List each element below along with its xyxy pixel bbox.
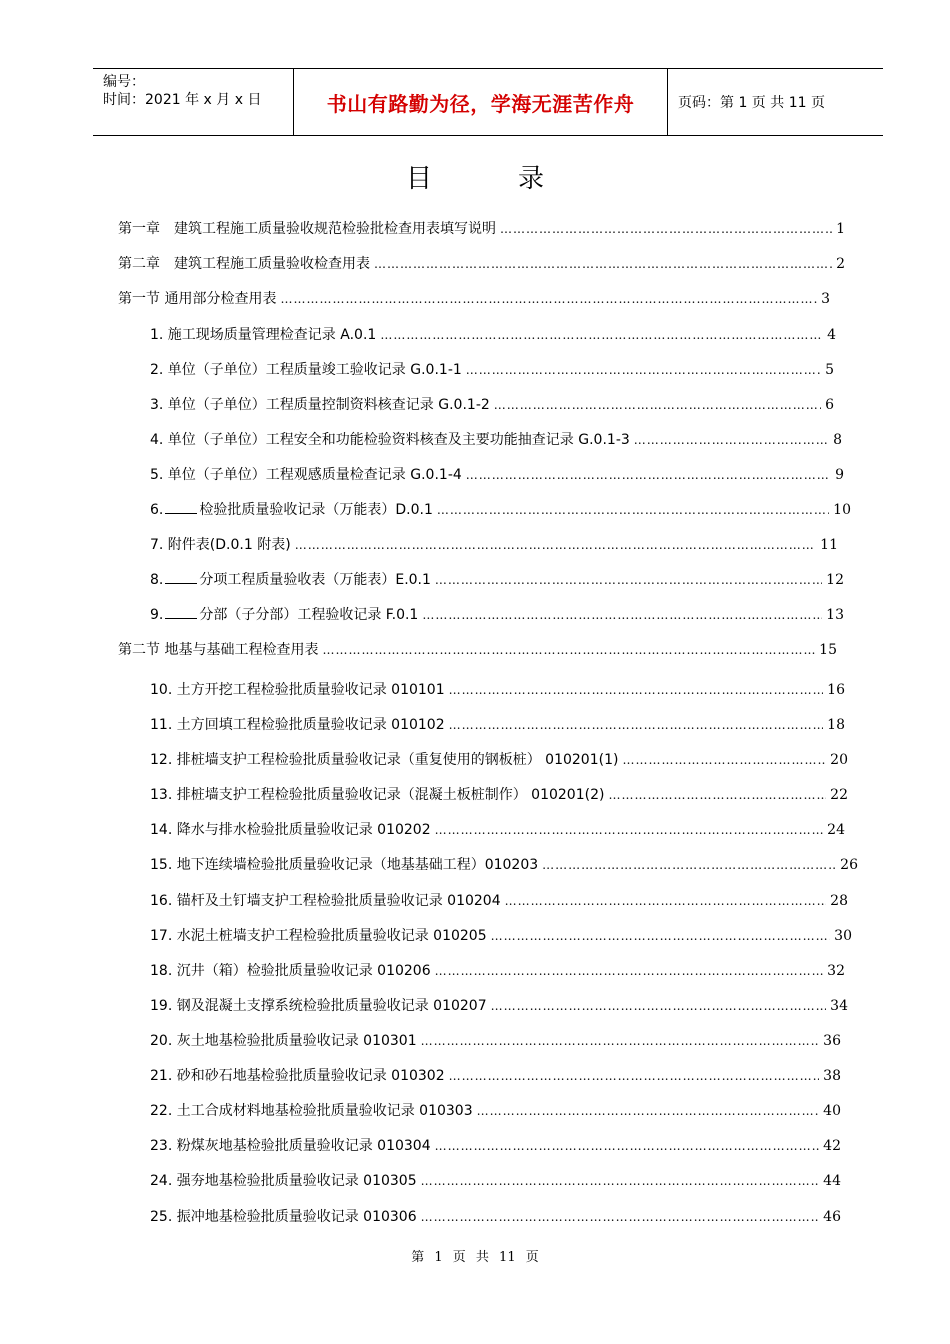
- toc-page-number: 44: [823, 1173, 841, 1189]
- toc-entry-text: 11. 土方回填工程检验批质量验收记录 010102: [150, 717, 445, 733]
- toc-page-number: 36: [823, 1033, 841, 1049]
- toc-page-number: 34: [830, 998, 848, 1014]
- toc-leader-dots: [542, 858, 836, 872]
- toc-entry-number: 8.: [150, 572, 164, 588]
- toc-leader-dots: [435, 964, 824, 978]
- serial-label: 编号：: [103, 74, 145, 90]
- toc-entry[interactable]: [150, 749, 848, 769]
- toc-leader-dots: [449, 718, 824, 732]
- toc-page-number: 26: [840, 857, 858, 873]
- toc-entry-text: 21. 砂和砂石地基检验批质量验收记录 010302: [150, 1068, 445, 1084]
- toc-entry[interactable]: [150, 925, 852, 945]
- toc-entry[interactable]: [150, 1030, 841, 1050]
- toc-page-number: 40: [823, 1103, 841, 1119]
- time-label: 时间：2021 年 x 月 x 日: [103, 92, 262, 108]
- toc-entry-label: [150, 714, 445, 734]
- toc-entry-label: [150, 1170, 417, 1190]
- toc-entry-text: 16. 锚杆及土钉墙支护工程检验批质量验收记录 010204: [150, 893, 501, 909]
- toc-entry-label: [150, 1135, 431, 1155]
- toc-entry-label: [118, 288, 276, 308]
- page-title: [0, 158, 950, 195]
- toc-leader-dots: [322, 643, 815, 657]
- toc-leader-dots: [435, 1139, 820, 1153]
- toc-entry-label: [150, 1065, 445, 1085]
- toc-leader-dots: [421, 1174, 820, 1188]
- fill-in-blank: [165, 606, 197, 619]
- toc-entry-text: 4. 单位（子单位）工程安全和功能检验资料核查及主要功能抽查记录 G.0.1-3: [150, 432, 630, 448]
- toc-entry-label: [150, 995, 487, 1015]
- toc-leader-dots: [437, 503, 829, 517]
- toc-leader-dots: [505, 894, 827, 908]
- toc-entry[interactable]: [150, 890, 848, 910]
- toc-page-number: 22: [830, 787, 848, 803]
- toc-entry-label: [150, 1100, 473, 1120]
- toc-entry-text: 第二节 地基与基础工程检查用表: [118, 642, 319, 658]
- toc-entry[interactable]: [150, 429, 842, 449]
- toc-leader-dots: [466, 363, 821, 377]
- toc-entry-label: [118, 253, 370, 273]
- toc-entry-text: 5. 单位（子单位）工程观感质量检查记录 G.0.1-4: [150, 467, 462, 483]
- toc-entry-label: [150, 1206, 417, 1226]
- toc-leader-dots: [491, 999, 827, 1013]
- title-char-1: 目: [405, 164, 432, 194]
- toc-page-number: 24: [827, 822, 845, 838]
- toc-entry-label: [118, 639, 318, 659]
- toc-entry-label: [150, 1030, 417, 1050]
- toc-entry-label: [150, 960, 431, 980]
- toc-page-number: 1: [836, 221, 845, 237]
- toc-leader-dots: [494, 398, 821, 412]
- toc-leader-dots: [608, 788, 826, 802]
- toc-entry[interactable]: [150, 1065, 841, 1085]
- toc-entry-text: 12. 排桩墙支护工程检验批质量验收记录（重复使用的钢板桩） 010201(1): [150, 752, 619, 768]
- header-table: [93, 68, 883, 136]
- header-motto-cell: [294, 69, 668, 135]
- toc-page-number: 30: [834, 928, 852, 944]
- toc-leader-dots: [280, 292, 817, 306]
- toc-page-number: 28: [830, 893, 848, 909]
- toc-leader-dots: [622, 753, 826, 767]
- toc-entry-label: [150, 394, 490, 414]
- toc-entry[interactable]: [150, 784, 848, 804]
- page-info: 页码：第 1 页 共 11 页: [678, 95, 825, 111]
- toc-entry-label: [150, 854, 538, 874]
- toc-leader-dots: [380, 328, 823, 342]
- toc-entry[interactable]: [118, 253, 845, 273]
- toc-entry[interactable]: [150, 359, 834, 379]
- toc-entry-text: 第一章 建筑工程施工质量验收规范检验批检查用表填写说明: [118, 221, 496, 237]
- toc-entry[interactable]: [150, 679, 845, 699]
- toc-entry-text: 3. 单位（子单位）工程质量控制资料核查记录 G.0.1-2: [150, 397, 490, 413]
- toc-leader-dots: [374, 257, 832, 271]
- toc-entry[interactable]: [150, 995, 848, 1015]
- page-footer: 第 1 页 共 11 页: [411, 1250, 539, 1265]
- toc-page-number: 6: [825, 397, 834, 413]
- toc-entry-label: [150, 604, 418, 624]
- toc-entry[interactable]: [118, 288, 830, 308]
- toc-entry-text: 13. 排桩墙支护工程检验批质量验收记录（混凝土板桩制作） 010201(2): [150, 787, 605, 803]
- toc-entry[interactable]: [150, 324, 836, 344]
- toc-page-number: 9: [835, 467, 844, 483]
- toc-entry-label: [150, 890, 501, 910]
- toc-leader-dots: [295, 538, 816, 552]
- toc-leader-dots: [634, 433, 829, 447]
- toc-entry-text: 分项工程质量验收表（万能表）E.0.1: [199, 572, 431, 588]
- toc-entry-label: [150, 324, 376, 344]
- toc-entry-label: [150, 679, 445, 699]
- fill-in-blank: [165, 571, 197, 584]
- toc-entry-text: 7. 附件表(D.0.1 附表): [150, 537, 291, 553]
- toc-entry[interactable]: [150, 1170, 841, 1190]
- toc-entry[interactable]: [150, 1135, 841, 1155]
- toc-page-number: 32: [827, 963, 845, 979]
- toc-entry-text: 第二章 建筑工程施工质量验收检查用表: [118, 256, 370, 272]
- toc-entry-text: 第一节 通用部分检查用表: [118, 291, 277, 307]
- toc-entry-text: 18. 沉井（箱）检验批质量验收记录 010206: [150, 963, 431, 979]
- toc-leader-dots: [422, 608, 822, 622]
- toc-leader-dots: [449, 1069, 820, 1083]
- toc-page-number: 20: [830, 752, 848, 768]
- toc-leader-dots: [466, 468, 831, 482]
- toc-entry-label: [150, 819, 431, 839]
- title-char-2: 录: [518, 164, 545, 194]
- toc-entry-text: 14. 降水与排水检验批质量验收记录 010202: [150, 822, 431, 838]
- toc-entry[interactable]: [150, 394, 834, 414]
- toc-entry-label: [150, 499, 433, 519]
- toc-entry-label: [150, 359, 462, 379]
- toc-entry-text: 22. 土工合成材料地基检验批质量验收记录 010303: [150, 1103, 473, 1119]
- toc-entry[interactable]: [150, 1100, 841, 1120]
- toc-page-number: 46: [823, 1209, 841, 1225]
- toc-leader-dots: [449, 683, 824, 697]
- toc-entry[interactable]: [150, 569, 844, 589]
- toc-entry-label: [150, 534, 291, 554]
- toc-leader-dots: [421, 1210, 820, 1224]
- header-page-cell: [668, 69, 883, 135]
- toc-entry[interactable]: [150, 464, 844, 484]
- toc-entry-text: 23. 粉煤灰地基检验批质量验收记录 010304: [150, 1138, 431, 1154]
- toc-entry[interactable]: [150, 960, 845, 980]
- toc-entry[interactable]: [118, 218, 845, 238]
- toc-page-number: 42: [823, 1138, 841, 1154]
- toc-entry-label: [150, 925, 487, 945]
- toc-page-number: 5: [825, 362, 834, 378]
- toc-page-number: 8: [833, 432, 842, 448]
- toc-page-number: 11: [820, 537, 838, 553]
- toc-entry-label: [150, 429, 630, 449]
- toc-entry-text: 25. 振冲地基检验批质量验收记录 010306: [150, 1209, 417, 1225]
- toc-entry[interactable]: [150, 854, 858, 874]
- fill-in-blank: [165, 501, 197, 514]
- toc-entry[interactable]: [150, 534, 838, 554]
- toc-leader-dots: [500, 222, 832, 236]
- toc-leader-dots: [421, 1034, 820, 1048]
- toc-page-number: 18: [827, 717, 845, 733]
- toc-page-number: 4: [827, 327, 836, 343]
- toc-entry-label: [150, 464, 462, 484]
- toc-entry-text: 检验批质量验收记录（万能表）D.0.1: [199, 502, 433, 518]
- toc-leader-dots: [491, 929, 831, 943]
- toc-page-number: 10: [833, 502, 851, 518]
- toc-entry-text: 24. 强夯地基检验批质量验收记录 010305: [150, 1173, 417, 1189]
- toc-page-number: 15: [819, 642, 837, 658]
- toc-entry-number: 9.: [150, 607, 164, 623]
- toc-leader-dots: [435, 573, 822, 587]
- toc-entry-text: 分部（子分部）工程验收记录 F.0.1: [199, 607, 419, 623]
- toc-entry-text: 20. 灰土地基检验批质量验收记录 010301: [150, 1033, 417, 1049]
- toc-page-number: 2: [836, 256, 845, 272]
- toc-entry-text: 10. 土方开挖工程检验批质量验收记录 010101: [150, 682, 445, 698]
- toc-page-number: 16: [827, 682, 845, 698]
- toc-entry[interactable]: [150, 714, 845, 734]
- toc-entry[interactable]: [118, 639, 837, 659]
- toc-entry-text: 19. 钢及混凝土支撑系统检验批质量验收记录 010207: [150, 998, 487, 1014]
- toc-entry-text: 1. 施工现场质量管理检查记录 A.0.1: [150, 327, 377, 343]
- toc-leader-dots: [477, 1104, 820, 1118]
- toc-entry[interactable]: [150, 819, 845, 839]
- toc-entry[interactable]: [150, 499, 851, 519]
- header-left-cell: [93, 69, 294, 135]
- toc-page-number: 3: [821, 291, 830, 307]
- toc-entry-label: [150, 569, 431, 589]
- toc-entry-label: [150, 784, 604, 804]
- toc-page-number: 38: [823, 1068, 841, 1084]
- toc-page-number: 12: [826, 572, 844, 588]
- toc-entry-text: 15. 地下连续墙检验批质量验收记录（地基基础工程）010203: [150, 857, 539, 873]
- toc-page-number: 13: [826, 607, 844, 623]
- motto-text: 书山有路勤为径，学海无涯苦作舟: [326, 91, 635, 116]
- toc-entry[interactable]: [150, 1206, 841, 1226]
- toc-entry[interactable]: [150, 604, 844, 624]
- toc-entry-text: 2. 单位（子单位）工程质量竣工验收记录 G.0.1-1: [150, 362, 462, 378]
- toc-entry-number: 6.: [150, 502, 164, 518]
- toc-entry-label: [118, 218, 496, 238]
- toc-entry-text: 17. 水泥土桩墙支护工程检验批质量验收记录 010205: [150, 928, 487, 944]
- toc-leader-dots: [435, 823, 824, 837]
- toc-entry-label: [150, 749, 618, 769]
